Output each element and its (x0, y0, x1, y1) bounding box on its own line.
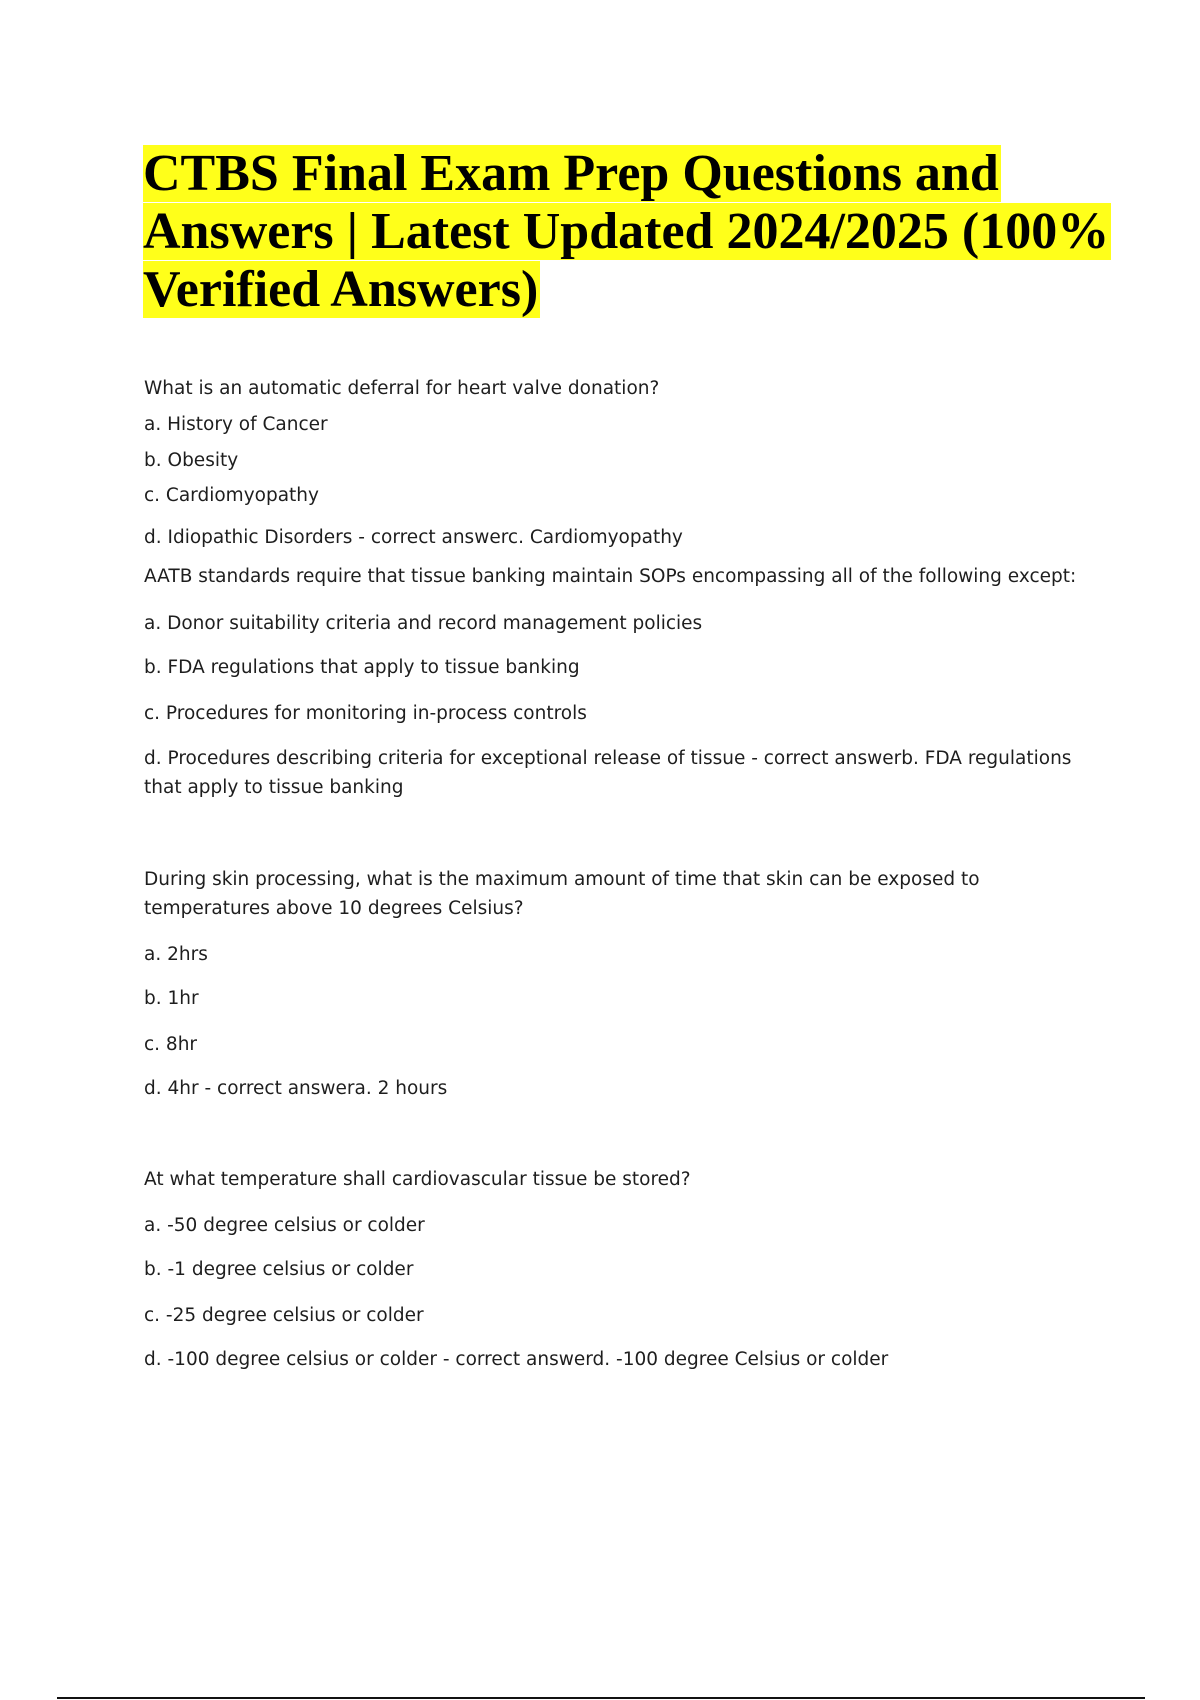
question-2-option-d: d. Procedures describing criteria for exceptional release of tissue - correct answerb. FDA regulations that apply to tissue banking (144, 748, 1072, 798)
question-4-option-b: b. -1 degree celsius or colder (144, 1259, 414, 1280)
document-title (143, 145, 1133, 319)
question-3-text: During skin processing, what is the maximum amount of time that skin can be exposed to temperatures above 10 degrees Celsius? (144, 869, 980, 919)
question-2-option-b: b. FDA regulations that apply to tissue banking (144, 657, 580, 678)
question-3-option-b: b. 1hr (144, 988, 199, 1009)
question-4-option-d: d. -100 degree celsius or colder - correct answerd. -100 degree Celsius or colder (144, 1349, 889, 1370)
title-highlight: CTBS Final Exam Prep Questions and Answers | Latest Updated 2024/2025 (100% Verified Answers) (143, 145, 1110, 318)
question-3-option-c: c. 8hr (144, 1034, 198, 1055)
question-4-option-c: c. -25 degree celsius or colder (144, 1305, 424, 1326)
footer-rule (57, 1697, 1145, 1699)
question-2-option-a: a. Donor suitability criteria and record management policies (144, 613, 703, 634)
question-4-option-a: a. -50 degree celsius or colder (144, 1215, 425, 1236)
question-2-text: AATB standards require that tissue banking maintain SOPs encompassing all of the following except: (144, 566, 1077, 587)
question-3-option-d: d. 4hr - correct answera. 2 hours (144, 1078, 448, 1099)
question-2-option-c: c. Procedures for monitoring in-process controls (144, 703, 587, 724)
question-1-option-d: d. Idiopathic Disorders - correct answerc. Cardiomyopathy (144, 527, 683, 548)
question-3-option-a: a. 2hrs (144, 944, 208, 965)
question-1-option-a: a. History of Cancer (144, 414, 328, 435)
question-4-text: At what temperature shall cardiovascular tissue be stored? (144, 1169, 691, 1190)
question-1-option-c: c. Cardiomyopathy (144, 485, 319, 506)
question-1-text: What is an automatic deferral for heart valve donation? (144, 378, 660, 399)
question-1-option-b: b. Obesity (144, 450, 239, 471)
